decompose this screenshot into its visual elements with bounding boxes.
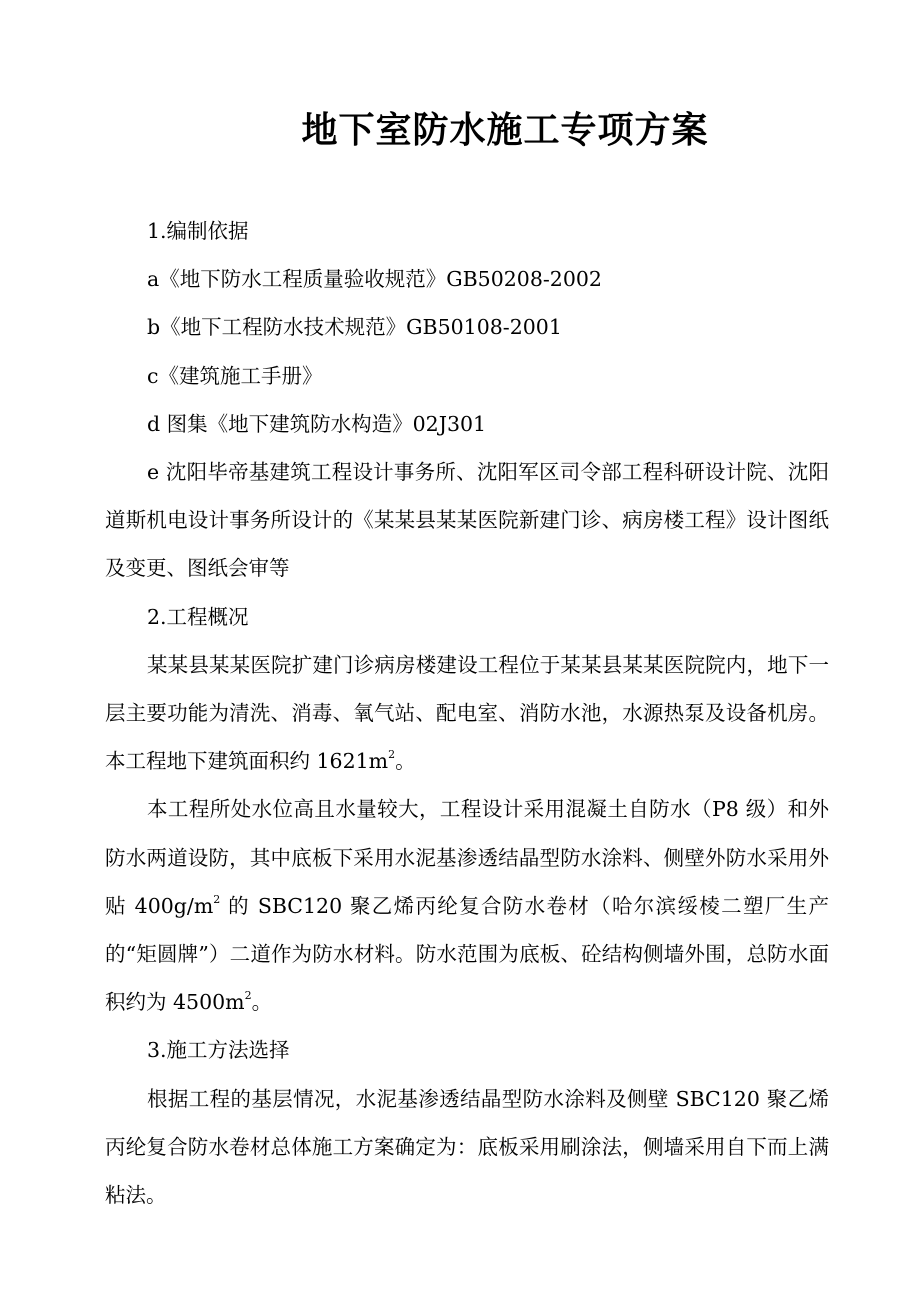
section-heading-method: 3.施工方法选择 [147, 1038, 290, 1063]
superscript: 2 [213, 893, 221, 907]
overview-2-text: 本工程所处水位高且水量较大，工程设计采用混凝土自防水（P8 级）和外防水两道设防，其中底板下采用水泥基渗透结晶型防水涂料、侧壁外防水采用外贴 400g/m [105, 797, 829, 918]
overview-paragraph-1 [105, 641, 829, 786]
overview-2-mid: 的 SBC120 聚乙烯丙纶复合防水卷材（哈尔滨绥棱二塑厂生产的“矩圆牌”）二道作为防水材料。防水范围为底板、砼结构侧墙外围，总防水面积约为 4500m [105, 893, 829, 1015]
reference-item-c: c《建筑施工手册》 [147, 363, 323, 388]
overview-1-text: 某某县某某医院扩建门诊病房楼建设工程位于某某县某某医院院内，地下一层主要功能为清洗、消毒、氧气站、配电室、消防水池，水源热泵及设备机房。本工程地下建筑面积约 1621m [105, 652, 829, 774]
reference-item-a: a《地下防水工程质量验收规范》GB50208-2002 [147, 267, 602, 292]
section-heading-overview: 2.工程概况 [147, 604, 249, 629]
overview-2-end: 。 [251, 990, 273, 1015]
document-body [105, 207, 829, 1219]
superscript: 2 [388, 748, 396, 762]
overview-1-end: 。 [395, 749, 416, 774]
method-paragraph: 根据工程的基层情况，水泥基渗透结晶型防水涂料及侧壁 SBC120 聚乙烯丙纶复合防水卷材总体施工方案确定为：底板采用刷涂法，侧墙采用自下而上满粘法。 [105, 1086, 829, 1208]
overview-paragraph-2 [105, 785, 829, 1026]
reference-item-e: e 沈阳毕帝基建筑工程设计事务所、沈阳军区司令部工程科研设计院、沈阳道斯机电设计事务所设计的《某某县某某医院新建门诊、病房楼工程》设计图纸及变更、图纸会审等 [105, 460, 829, 581]
section-heading-basis: 1.编制依据 [147, 219, 249, 243]
reference-item-d: d 图集《地下建筑防水构造》02J301 [147, 411, 487, 436]
superscript: 2 [244, 989, 252, 1003]
document-title: 地下室防水施工专项方案 [301, 109, 709, 151]
reference-item-b: b《地下工程防水技术规范》GB50108-2001 [147, 315, 562, 340]
